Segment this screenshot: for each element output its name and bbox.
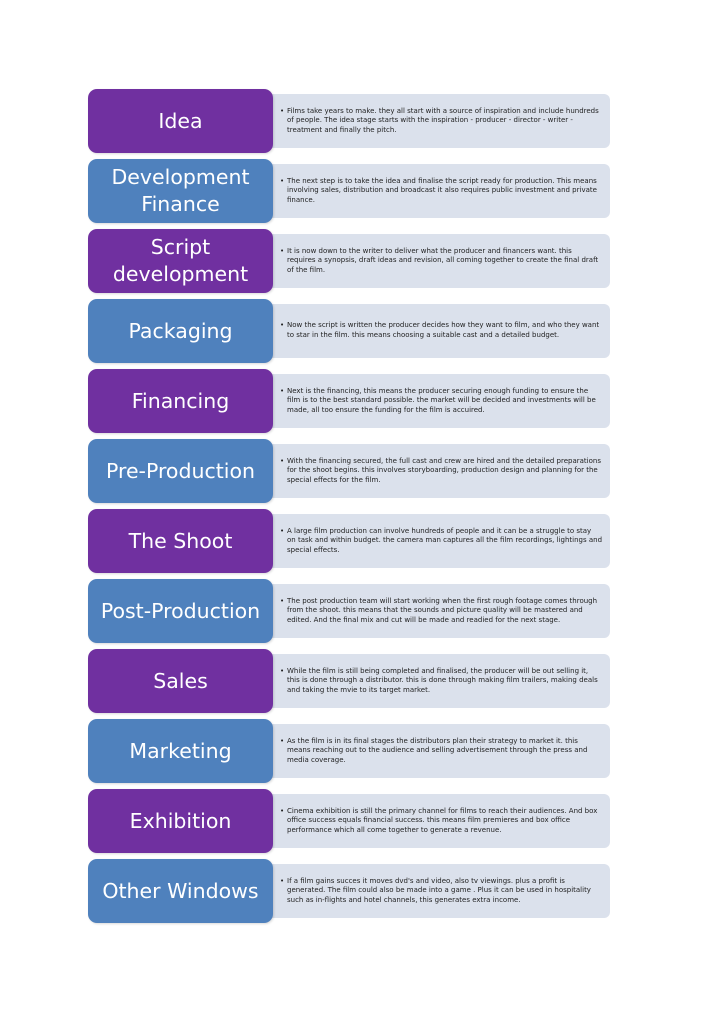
stage-description: • While the film is still being completed and finalised, the producer will be out selling it, this is done through a distributor. this is done through making film trailers, making deals and taking the mvie to its target market. [281, 667, 602, 696]
stage-row-pre-production [88, 439, 610, 503]
stage-description-box [266, 654, 610, 708]
stage-title: Sales [153, 668, 208, 693]
stage-row-packaging [88, 299, 610, 363]
stage-description: • With the financing secured, the full cast and crew are hired and the detailed preparations for the shoot begins. this involves storyboarding, production design and planning for the special effects for the film. [281, 457, 602, 486]
stage-description-box [266, 864, 610, 918]
stage-description: • Next is the financing, this means the producer securing enough funding to ensure the film is to the best standard possible. the market will be decided and investments will be made, all too ensure the funding for the film is accuired. [281, 387, 602, 416]
stage-description: • Films take years to make. they all start with a source of inspiration and include hundreds of people. The idea stage starts with the inspiration - producer - director - writer - treatment and finally the pitch. [281, 107, 602, 136]
stage-row-the-shoot [88, 509, 610, 573]
stage-title: Script development [112, 235, 249, 286]
stage-box-other-windows[interactable] [88, 859, 273, 923]
stage-description: • The post production team will start working when the first rough footage comes through from the shoot. this means that the sounds and picture quality will be mastered and edited. And the final mix and cut will be made and readied for the next stage. [281, 597, 602, 626]
stage-description-box [266, 724, 610, 778]
stage-description-box [266, 234, 610, 288]
stage-row-financing [88, 369, 610, 433]
stage-row-development-finance [88, 159, 610, 223]
stage-description: • It is now down to the writer to deliver what the producer and financers want. this requires a synopsis, draft ideas and revision, all coming together to create the final draft of the film. [281, 247, 602, 276]
stage-box-the-shoot[interactable] [88, 509, 273, 573]
stage-title: Packaging [128, 318, 233, 343]
stage-title: Marketing [129, 738, 232, 763]
stage-box-development-finance[interactable] [88, 159, 273, 223]
stage-row-sales [88, 649, 610, 713]
stage-row-post-production [88, 579, 610, 643]
stage-description-box [266, 94, 610, 148]
stage-title: Other Windows [102, 878, 259, 903]
stage-row-idea [88, 89, 610, 153]
stage-description: • If a film gains succes it moves dvd's and video, also tv viewings. plus a profit is generated. The film could also be made into a game . Plus it can be used in hospitality such as in-flights and hotel channels, this generates extra income. [281, 877, 602, 906]
stage-title: The Shoot [128, 528, 233, 553]
stage-description: • As the film is in its final stages the distributors plan their strategy to market it. this means reaching out to the audience and selling advertisement through the press and media coverage. [281, 737, 602, 766]
stage-title: Post-Production [100, 598, 261, 623]
stage-title: Financing [131, 388, 230, 413]
stage-title: Exhibition [129, 808, 232, 833]
stage-title: Pre-Production [105, 458, 256, 483]
stage-title: Development Finance [111, 165, 250, 216]
stage-box-exhibition[interactable] [88, 789, 273, 853]
stage-description: • Cinema exhibition is still the primary channel for films to reach their audiences. And box office success equals financial success. this means film premieres and box office performance which all come together to generate a revenue. [281, 807, 602, 836]
stage-box-packaging[interactable] [88, 299, 273, 363]
stage-box-post-production[interactable] [88, 579, 273, 643]
stage-description-box [266, 304, 610, 358]
stage-box-marketing[interactable] [88, 719, 273, 783]
stage-description-box [266, 444, 610, 498]
stage-description: • The next step is to take the idea and finalise the script ready for production. This means involving sales, distribution and broadcast it also requires public investment and private finance. [281, 177, 602, 206]
stage-description-box [266, 794, 610, 848]
stage-description-box [266, 584, 610, 638]
stage-description-box [266, 164, 610, 218]
stage-box-sales[interactable] [88, 649, 273, 713]
stage-row-exhibition [88, 789, 610, 853]
stage-description: • Now the script is written the producer decides how they want to film, and who they want to star in the film. this means choosing a suitable cast and a detailed budget. [281, 321, 602, 340]
stage-title: Idea [158, 108, 203, 133]
stage-description-box [266, 374, 610, 428]
stage-box-idea[interactable] [88, 89, 273, 153]
stage-description-box [266, 514, 610, 568]
stage-box-pre-production[interactable] [88, 439, 273, 503]
stage-row-marketing [88, 719, 610, 783]
stage-box-financing[interactable] [88, 369, 273, 433]
stage-row-script-development [88, 229, 610, 293]
stage-row-other-windows [88, 859, 610, 923]
stage-description: • A large film production can involve hundreds of people and it can be a struggle to stay on task and within budget. the camera man captures all the film recordings, lightings and special effects. [281, 527, 602, 556]
stage-box-script-development[interactable] [88, 229, 273, 293]
